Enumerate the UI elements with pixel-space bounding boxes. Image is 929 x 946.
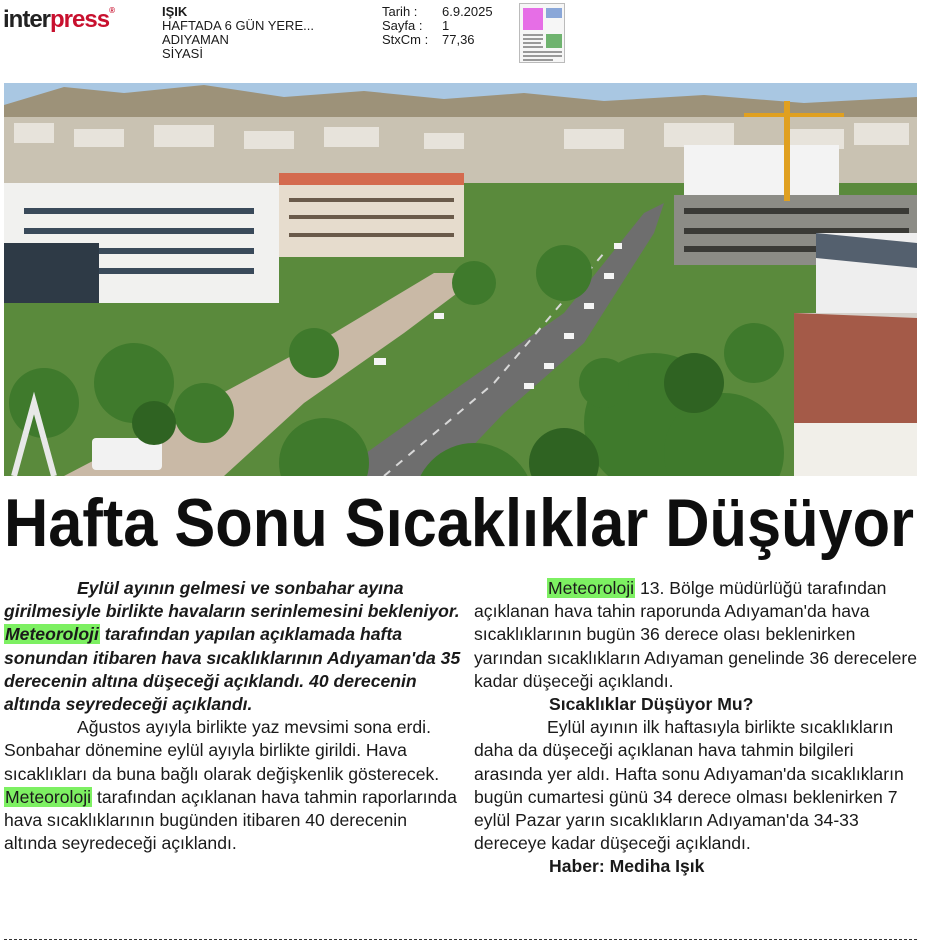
story-title: HAFTADA 6 GÜN YERE... [162,18,314,33]
clipping-meta [162,5,314,61]
headline-text: Hafta Sonu Sıcaklıklar Düşüyor [4,485,914,561]
logo-text-inter: inter [3,6,51,33]
article-column-right [474,577,924,879]
highlight-keyword: Meteoroloji [548,578,635,598]
clipping-details [382,5,493,47]
category-label: SİYASİ [162,46,203,61]
aerial-city-photo [4,83,917,476]
size-label: StxCm : [382,32,429,47]
page-thumbnail[interactable] [519,3,565,63]
date-row [382,5,493,19]
page-label: Sayfa : [382,18,423,33]
paragraph-1-text-1: Ağustos ayıyla birlikte yaz mevsimi sona erdi. Sonbahar dönemine eylül ayıyla birlikte girildi. Hava sıcaklıkları da buna bağlı olarak değişkenlik gösterecek. [4,717,440,784]
paragraph-1-text-2: tarafından açıklanan hava tahmin raporlarında hava sıcaklıklarının bugünden itibaren 40 derecenin altında seyredeceği açıklandı. [4,786,457,854]
article-lead [4,577,464,716]
article-paragraph-1 [4,716,464,855]
article-paragraph-3: Eylül ayının ilk haftasıyla birlikte sıcaklıkların daha da düşeceği açıklanan hava tahmin bilgileri arasında yer aldı. Hafta sonu Adıyaman'da sıcaklıkların bugün cumartesi günü 34 derece olması beklenirken 7 eylül Pazar yarın sıcaklıkların Adıyaman'da 34-33 dereceye kadar düşeceği açıklandı. [474,717,904,854]
article-byline: Haber: Mediha Işık [549,856,705,877]
size-value: 77,36 [442,32,475,47]
registered-mark: ® [109,6,114,15]
highlight-keyword: Meteoroloji [5,786,92,807]
paragraph-2-text: 13. Bölge müdürlüğü tarafından açıklanan hava tahin raporunda Adıyaman'da hava sıcaklıklarının bugün 36 derece olası beklenirken yarından sıcaklıkların Adıyaman genelinde 36 derecelere kadar düşeceği açıklandı. [474,578,918,691]
aerial-city-street-photo-icon [4,83,917,476]
date-label: Tarih : [382,4,418,19]
logo-text-press: press [50,6,110,33]
article-headline [0,482,929,562]
size-row [382,33,493,47]
article-subheading: Sıcaklıklar Düşüyor Mu? [549,694,754,715]
bottom-divider [4,939,917,940]
lead-text-1: Eylül ayının gelmesi ve sonbahar ayına girilmesiyle birlikte havaların serinlemesini bekleniyor. [4,578,460,622]
page-value: 1 [442,18,450,33]
article-column-left [4,577,464,855]
article-paragraph-2 [474,577,924,693]
page-row [382,19,493,33]
city-label: ADIYAMAN [162,32,229,47]
interpress-logo [3,6,114,34]
lead-text-2: tarafından yapılan açıklamada hafta sonundan itibaren hava sıcaklıklarının Adıyaman'da 35 derecenin altına düşeceği açıklandı. 40 derecenin altında seyredeceği açıklandı. [4,624,461,715]
highlight-keyword: Meteoroloji [5,624,99,645]
date-value: 6.9.2025 [442,4,493,19]
publication-name: IŞIK [162,4,188,19]
